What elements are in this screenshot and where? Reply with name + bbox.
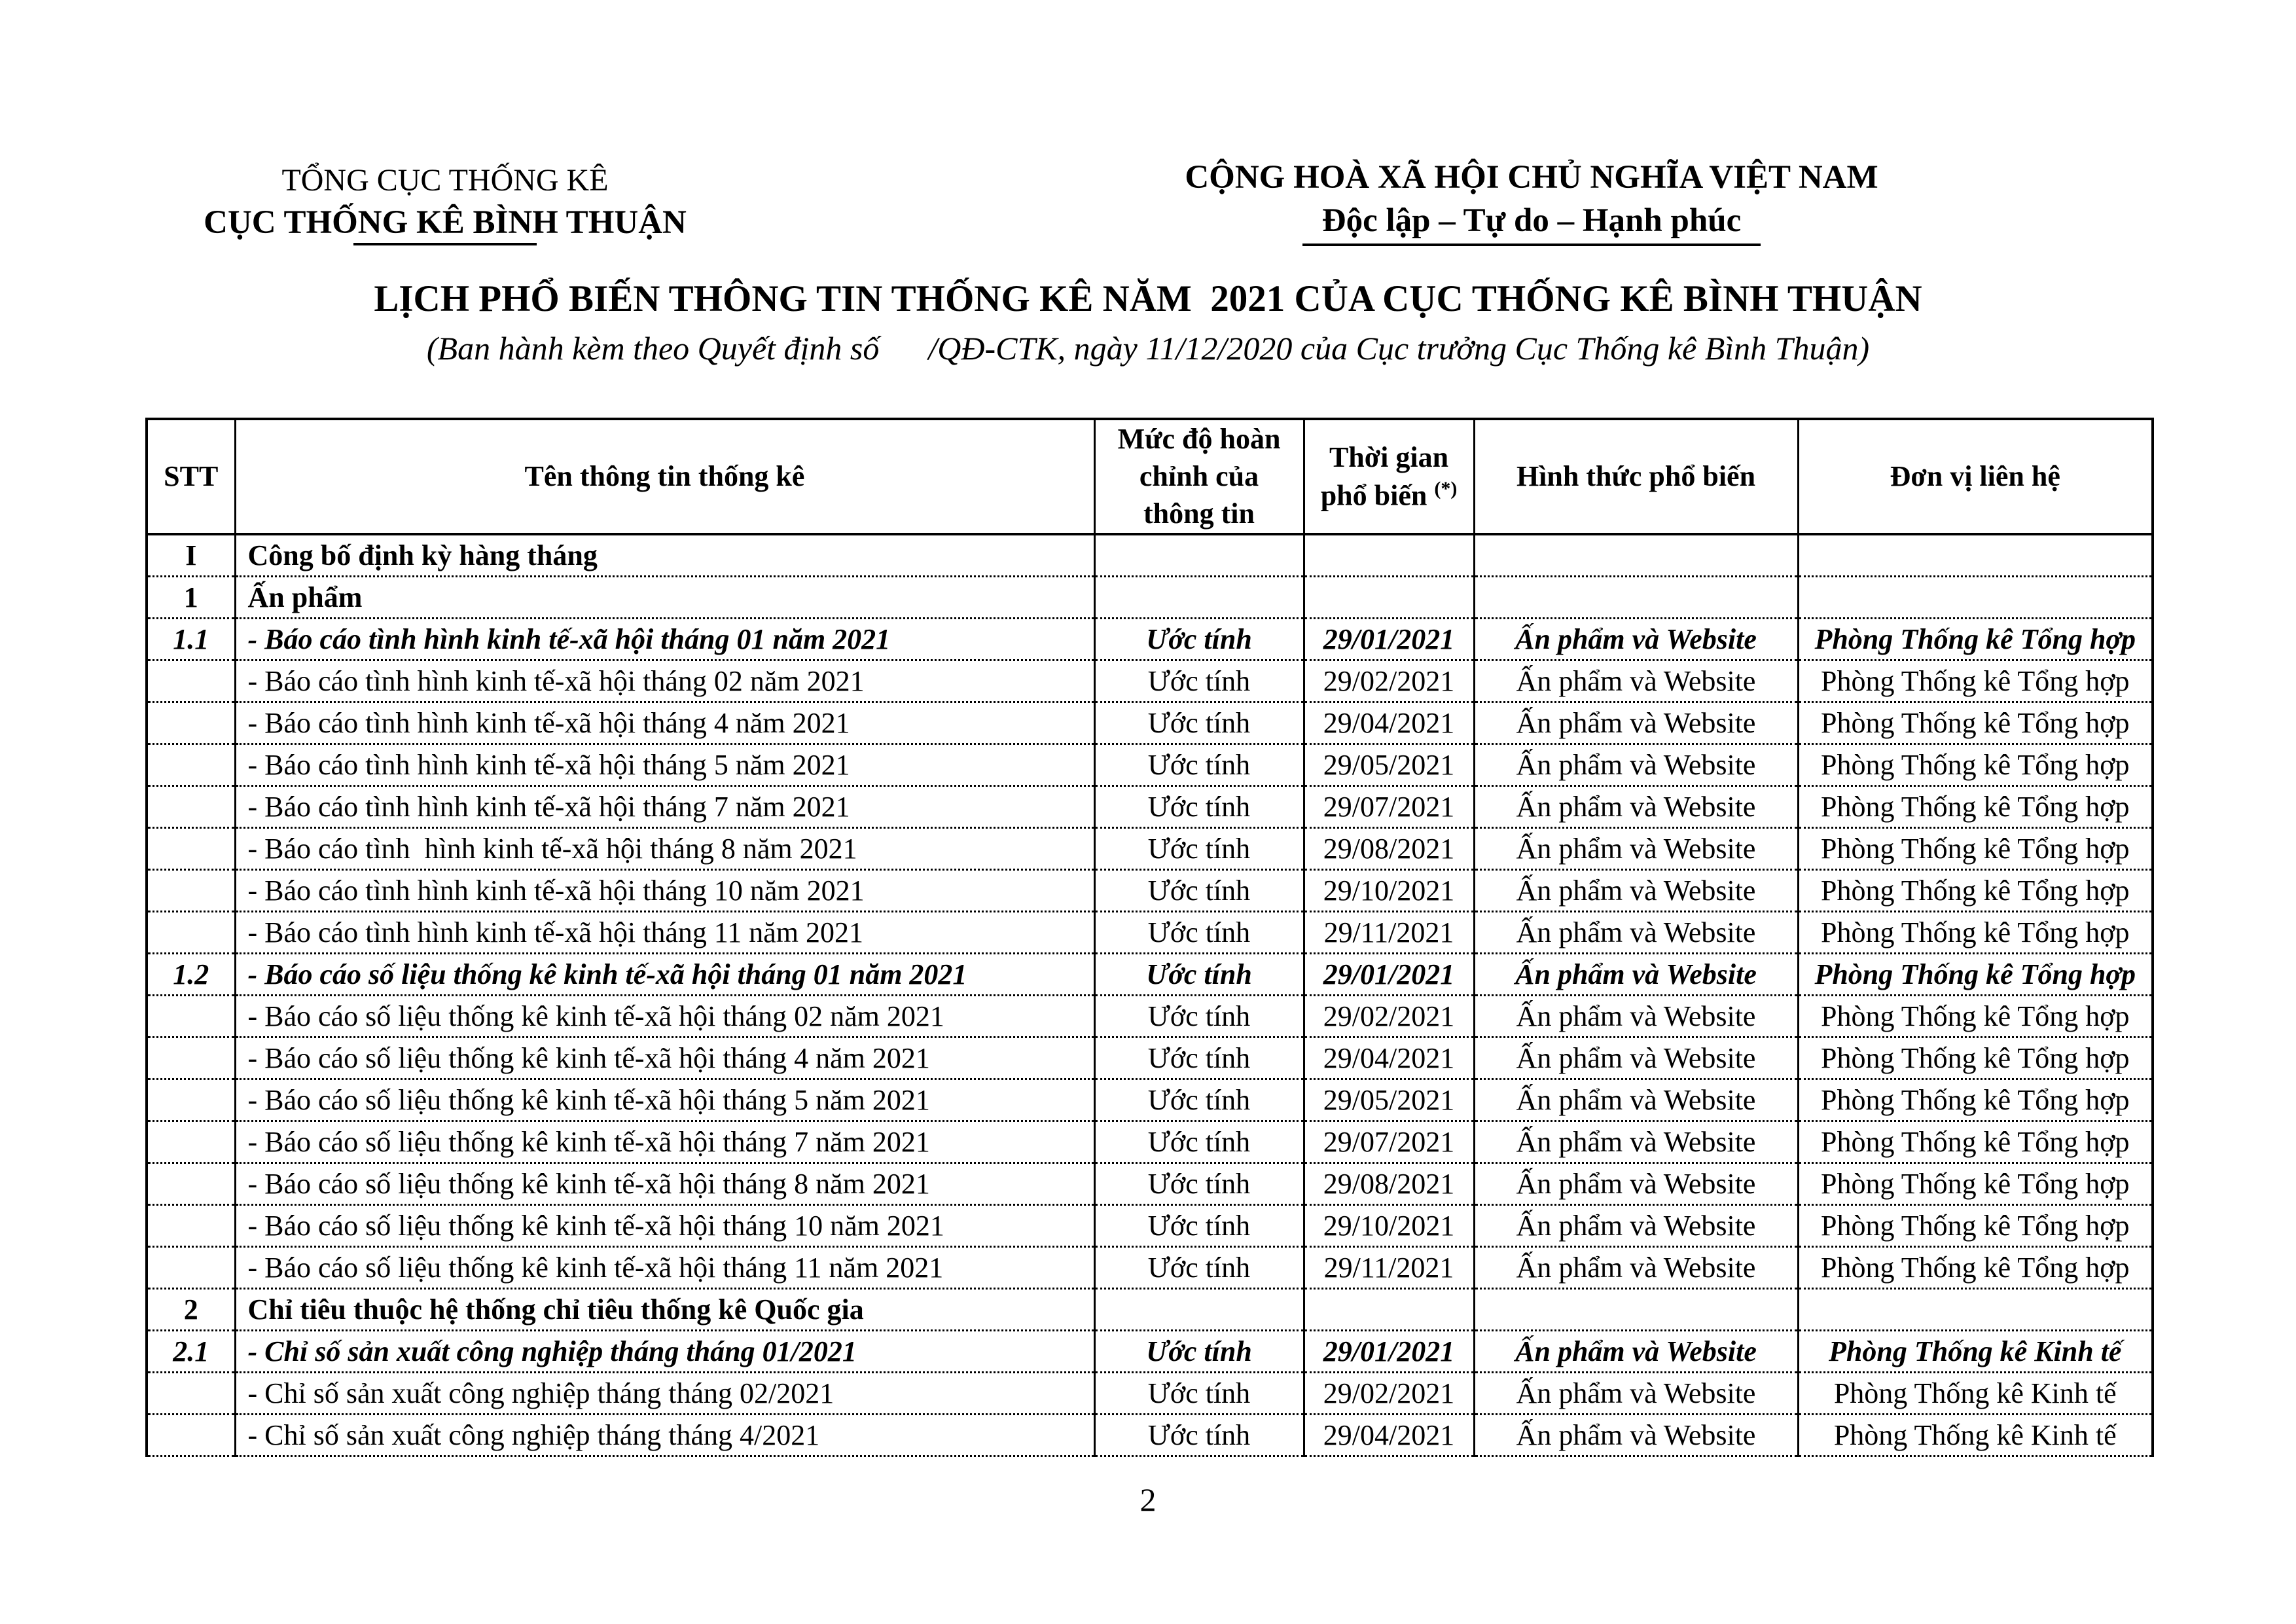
cell-form: Ấn phẩm và Website xyxy=(1474,869,1798,911)
table-row xyxy=(147,1121,2153,1163)
cell-form: Ấn phẩm và Website xyxy=(1474,618,1798,660)
table-row xyxy=(147,1372,2153,1414)
cell-stt: 1.1 xyxy=(147,618,235,660)
cell-stt xyxy=(147,869,235,911)
cell-unit: Phòng Thống kê Tổng hợp xyxy=(1798,1121,2153,1163)
cell-name: - Báo cáo tình hình kinh tế-xã hội tháng 02 năm 2021 xyxy=(235,660,1094,702)
cell-level: Ước tính xyxy=(1094,744,1304,785)
table-row xyxy=(147,911,2153,953)
cell-form: Ấn phẩm và Website xyxy=(1474,1204,1798,1246)
cell-form: Ấn phẩm và Website xyxy=(1474,953,1798,995)
table-row xyxy=(147,953,2153,995)
republic-title: CỘNG HOÀ XÃ HỘI CHỦ NGHĨA VIỆT NAM xyxy=(1185,159,1878,196)
cell-time: 29/04/2021 xyxy=(1304,702,1474,744)
column-header-time xyxy=(1304,419,1474,534)
page-subtitle: (Ban hành kèm theo Quyết định số /QĐ-CTK, ngày 11/12/2020 của Cục trưởng Cục Thống kê Bình Thuận) xyxy=(426,330,1870,367)
cell-time: 29/02/2021 xyxy=(1304,660,1474,702)
table-row xyxy=(147,1330,2153,1372)
cell-time: 29/01/2021 xyxy=(1304,618,1474,660)
cell-time: 29/08/2021 xyxy=(1304,827,1474,869)
cell-time: 29/05/2021 xyxy=(1304,1079,1474,1121)
table-row xyxy=(147,1288,2153,1330)
cell-level: Ước tính xyxy=(1094,660,1304,702)
cell-level xyxy=(1094,534,1304,577)
cell-stt xyxy=(147,1414,235,1456)
cell-stt xyxy=(147,1037,235,1079)
cell-level: Ước tính xyxy=(1094,1121,1304,1163)
cell-time: 29/01/2021 xyxy=(1304,953,1474,995)
cell-form: Ấn phẩm và Website xyxy=(1474,1246,1798,1288)
table-row xyxy=(147,869,2153,911)
cell-unit: Phòng Thống kê Tổng hợp xyxy=(1798,953,2153,995)
cell-level xyxy=(1094,576,1304,618)
cell-form xyxy=(1474,576,1798,618)
cell-stt xyxy=(147,1204,235,1246)
table-row xyxy=(147,995,2153,1037)
cell-unit: Phòng Thống kê Tổng hợp xyxy=(1798,744,2153,785)
cell-stt xyxy=(147,702,235,744)
cell-name: - Báo cáo tình hình kinh tế-xã hội tháng 8 năm 2021 xyxy=(235,827,1094,869)
cell-time: 29/08/2021 xyxy=(1304,1163,1474,1204)
cell-level: Ước tính xyxy=(1094,953,1304,995)
cell-level: Ước tính xyxy=(1094,911,1304,953)
column-header-time-label: Thời gian phổ biến xyxy=(1320,441,1449,512)
cell-unit: Phòng Thống kê Tổng hợp xyxy=(1798,785,2153,827)
cell-form: Ấn phẩm và Website xyxy=(1474,1163,1798,1204)
page-title: LỊCH PHỔ BIẾN THÔNG TIN THỐNG KÊ NĂM 2021 CỦA CỤC THỐNG KÊ BÌNH THUẬN xyxy=(374,278,1922,319)
cell-unit: Phòng Thống kê Tổng hợp xyxy=(1798,911,2153,953)
column-header-stt: STT xyxy=(147,419,235,534)
table-body xyxy=(147,534,2153,1456)
cell-time xyxy=(1304,534,1474,577)
table-row xyxy=(147,744,2153,785)
cell-stt xyxy=(147,1163,235,1204)
cell-stt: 2 xyxy=(147,1288,235,1330)
cell-name: - Báo cáo tình hình kinh tế-xã hội tháng 7 năm 2021 xyxy=(235,785,1094,827)
publication-schedule-table xyxy=(145,418,2154,1457)
cell-name: - Báo cáo số liệu thống kê kinh tế-xã hội tháng 5 năm 2021 xyxy=(235,1079,1094,1121)
cell-time: 29/10/2021 xyxy=(1304,1204,1474,1246)
cell-time xyxy=(1304,1288,1474,1330)
cell-form: Ấn phẩm và Website xyxy=(1474,1414,1798,1456)
table-row xyxy=(147,660,2153,702)
column-header-name: Tên thông tin thống kê xyxy=(235,419,1094,534)
cell-name: - Báo cáo số liệu thống kê kinh tế-xã hội tháng 02 năm 2021 xyxy=(235,995,1094,1037)
cell-time: 29/11/2021 xyxy=(1304,1246,1474,1288)
table-header-row xyxy=(147,419,2153,534)
table-row xyxy=(147,618,2153,660)
motto-line: Độc lập – Tự do – Hạnh phúc xyxy=(1321,202,1742,239)
cell-stt xyxy=(147,827,235,869)
cell-name: Công bố định kỳ hàng tháng xyxy=(235,534,1094,577)
cell-form: Ấn phẩm và Website xyxy=(1474,1330,1798,1372)
cell-name: - Báo cáo số liệu thống kê kinh tế-xã hội tháng 01 năm 2021 xyxy=(235,953,1094,995)
cell-stt xyxy=(147,1121,235,1163)
footnote-marker: (*) xyxy=(1434,477,1458,499)
cell-level: Ước tính xyxy=(1094,618,1304,660)
cell-name: - Báo cáo số liệu thống kê kinh tế-xã hội tháng 11 năm 2021 xyxy=(235,1246,1094,1288)
table-row xyxy=(147,1163,2153,1204)
cell-level: Ước tính xyxy=(1094,1163,1304,1204)
cell-name: Chỉ tiêu thuộc hệ thống chỉ tiêu thống kê Quốc gia xyxy=(235,1288,1094,1330)
national-motto-block xyxy=(1106,158,1957,246)
cell-stt xyxy=(147,995,235,1037)
parent-agency-name: TỔNG CỤC THỐNG KÊ xyxy=(281,163,609,198)
issuing-agency-block xyxy=(151,162,740,245)
cell-time xyxy=(1304,576,1474,618)
cell-unit xyxy=(1798,576,2153,618)
cell-time: 29/07/2021 xyxy=(1304,1121,1474,1163)
cell-unit: Phòng Thống kê Tổng hợp xyxy=(1798,702,2153,744)
cell-form: Ấn phẩm và Website xyxy=(1474,744,1798,785)
cell-name: Ấn phẩm xyxy=(235,576,1094,618)
cell-name: - Báo cáo số liệu thống kê kinh tế-xã hội tháng 8 năm 2021 xyxy=(235,1163,1094,1204)
table-row xyxy=(147,785,2153,827)
cell-time: 29/05/2021 xyxy=(1304,744,1474,785)
cell-name: - Báo cáo tình hình kinh tế-xã hội tháng 10 năm 2021 xyxy=(235,869,1094,911)
cell-form: Ấn phẩm và Website xyxy=(1474,911,1798,953)
cell-stt xyxy=(147,1079,235,1121)
cell-name: - Báo cáo tình hình kinh tế-xã hội tháng 01 năm 2021 xyxy=(235,618,1094,660)
cell-unit: Phòng Thống kê Tổng hợp xyxy=(1798,1246,2153,1288)
cell-name: - Báo cáo tình hình kinh tế-xã hội tháng 11 năm 2021 xyxy=(235,911,1094,953)
cell-unit: Phòng Thống kê Tổng hợp xyxy=(1798,1079,2153,1121)
cell-unit xyxy=(1798,534,2153,577)
cell-unit: Phòng Thống kê Tổng hợp xyxy=(1798,660,2153,702)
cell-stt: 1 xyxy=(147,576,235,618)
cell-name: - Chỉ số sản xuất công nghiệp tháng tháng 02/2021 xyxy=(235,1372,1094,1414)
cell-level: Ước tính xyxy=(1094,1079,1304,1121)
cell-stt: 2.1 xyxy=(147,1330,235,1372)
cell-time: 29/07/2021 xyxy=(1304,785,1474,827)
cell-name: - Chỉ số sản xuất công nghiệp tháng tháng 01/2021 xyxy=(235,1330,1094,1372)
cell-unit xyxy=(1798,1288,2153,1330)
cell-level: Ước tính xyxy=(1094,1246,1304,1288)
cell-stt: I xyxy=(147,534,235,577)
cell-level: Ước tính xyxy=(1094,827,1304,869)
table-row xyxy=(147,576,2153,618)
agency-name-rule xyxy=(353,243,537,245)
table-row xyxy=(147,702,2153,744)
cell-form xyxy=(1474,534,1798,577)
cell-form xyxy=(1474,1288,1798,1330)
cell-time: 29/01/2021 xyxy=(1304,1330,1474,1372)
page-number: 2 xyxy=(1139,1481,1157,1518)
cell-form: Ấn phẩm và Website xyxy=(1474,702,1798,744)
cell-level: Ước tính xyxy=(1094,702,1304,744)
table-row xyxy=(147,534,2153,577)
motto-rule xyxy=(1302,244,1761,246)
cell-level: Ước tính xyxy=(1094,869,1304,911)
cell-unit: Phòng Thống kê Kinh tế xyxy=(1798,1414,2153,1456)
cell-unit: Phòng Thống kê Tổng hợp xyxy=(1798,827,2153,869)
cell-unit: Phòng Thống kê Tổng hợp xyxy=(1798,995,2153,1037)
cell-form: Ấn phẩm và Website xyxy=(1474,1121,1798,1163)
cell-stt xyxy=(147,785,235,827)
table-row xyxy=(147,827,2153,869)
cell-unit: Phòng Thống kê Kinh tế xyxy=(1798,1330,2153,1372)
cell-unit: Phòng Thống kê Tổng hợp xyxy=(1798,1163,2153,1204)
cell-name: - Báo cáo số liệu thống kê kinh tế-xã hội tháng 10 năm 2021 xyxy=(235,1204,1094,1246)
cell-time: 29/02/2021 xyxy=(1304,1372,1474,1414)
cell-name: - Báo cáo số liệu thống kê kinh tế-xã hội tháng 4 năm 2021 xyxy=(235,1037,1094,1079)
cell-level: Ước tính xyxy=(1094,1372,1304,1414)
cell-level: Ước tính xyxy=(1094,995,1304,1037)
cell-time: 29/04/2021 xyxy=(1304,1414,1474,1456)
cell-unit: Phòng Thống kê Tổng hợp xyxy=(1798,618,2153,660)
cell-level: Ước tính xyxy=(1094,1204,1304,1246)
cell-unit: Phòng Thống kê Kinh tế xyxy=(1798,1372,2153,1414)
cell-stt xyxy=(147,660,235,702)
table-row xyxy=(147,1246,2153,1288)
cell-time: 29/10/2021 xyxy=(1304,869,1474,911)
cell-form: Ấn phẩm và Website xyxy=(1474,1037,1798,1079)
table-row xyxy=(147,1204,2153,1246)
cell-time: 29/02/2021 xyxy=(1304,995,1474,1037)
cell-level xyxy=(1094,1288,1304,1330)
cell-time: 29/04/2021 xyxy=(1304,1037,1474,1079)
column-header-level: Mức độ hoàn chỉnh của thông tin xyxy=(1094,419,1304,534)
cell-form: Ấn phẩm và Website xyxy=(1474,1372,1798,1414)
cell-form: Ấn phẩm và Website xyxy=(1474,995,1798,1037)
cell-time: 29/11/2021 xyxy=(1304,911,1474,953)
agency-name: CỤC THỐNG KÊ BÌNH THUẬN xyxy=(204,204,687,241)
cell-form: Ấn phẩm và Website xyxy=(1474,785,1798,827)
cell-level: Ước tính xyxy=(1094,1330,1304,1372)
table-row xyxy=(147,1079,2153,1121)
cell-unit: Phòng Thống kê Tổng hợp xyxy=(1798,869,2153,911)
table-row xyxy=(147,1037,2153,1079)
cell-unit: Phòng Thống kê Tổng hợp xyxy=(1798,1037,2153,1079)
cell-stt: 1.2 xyxy=(147,953,235,995)
cell-name: - Báo cáo tình hình kinh tế-xã hội tháng 5 năm 2021 xyxy=(235,744,1094,785)
cell-level: Ước tính xyxy=(1094,1037,1304,1079)
cell-name: - Báo cáo tình hình kinh tế-xã hội tháng 4 năm 2021 xyxy=(235,702,1094,744)
column-header-unit: Đơn vị liên hệ xyxy=(1798,419,2153,534)
cell-level: Ước tính xyxy=(1094,785,1304,827)
cell-stt xyxy=(147,911,235,953)
column-header-form: Hình thức phổ biến xyxy=(1474,419,1798,534)
cell-stt xyxy=(147,744,235,785)
cell-name: - Chỉ số sản xuất công nghiệp tháng tháng 4/2021 xyxy=(235,1414,1094,1456)
cell-form: Ấn phẩm và Website xyxy=(1474,660,1798,702)
table-row xyxy=(147,1414,2153,1456)
cell-unit: Phòng Thống kê Tổng hợp xyxy=(1798,1204,2153,1246)
cell-stt xyxy=(147,1246,235,1288)
cell-form: Ấn phẩm và Website xyxy=(1474,827,1798,869)
cell-level: Ước tính xyxy=(1094,1414,1304,1456)
cell-name: - Báo cáo số liệu thống kê kinh tế-xã hội tháng 7 năm 2021 xyxy=(235,1121,1094,1163)
cell-stt xyxy=(147,1372,235,1414)
cell-form: Ấn phẩm và Website xyxy=(1474,1079,1798,1121)
